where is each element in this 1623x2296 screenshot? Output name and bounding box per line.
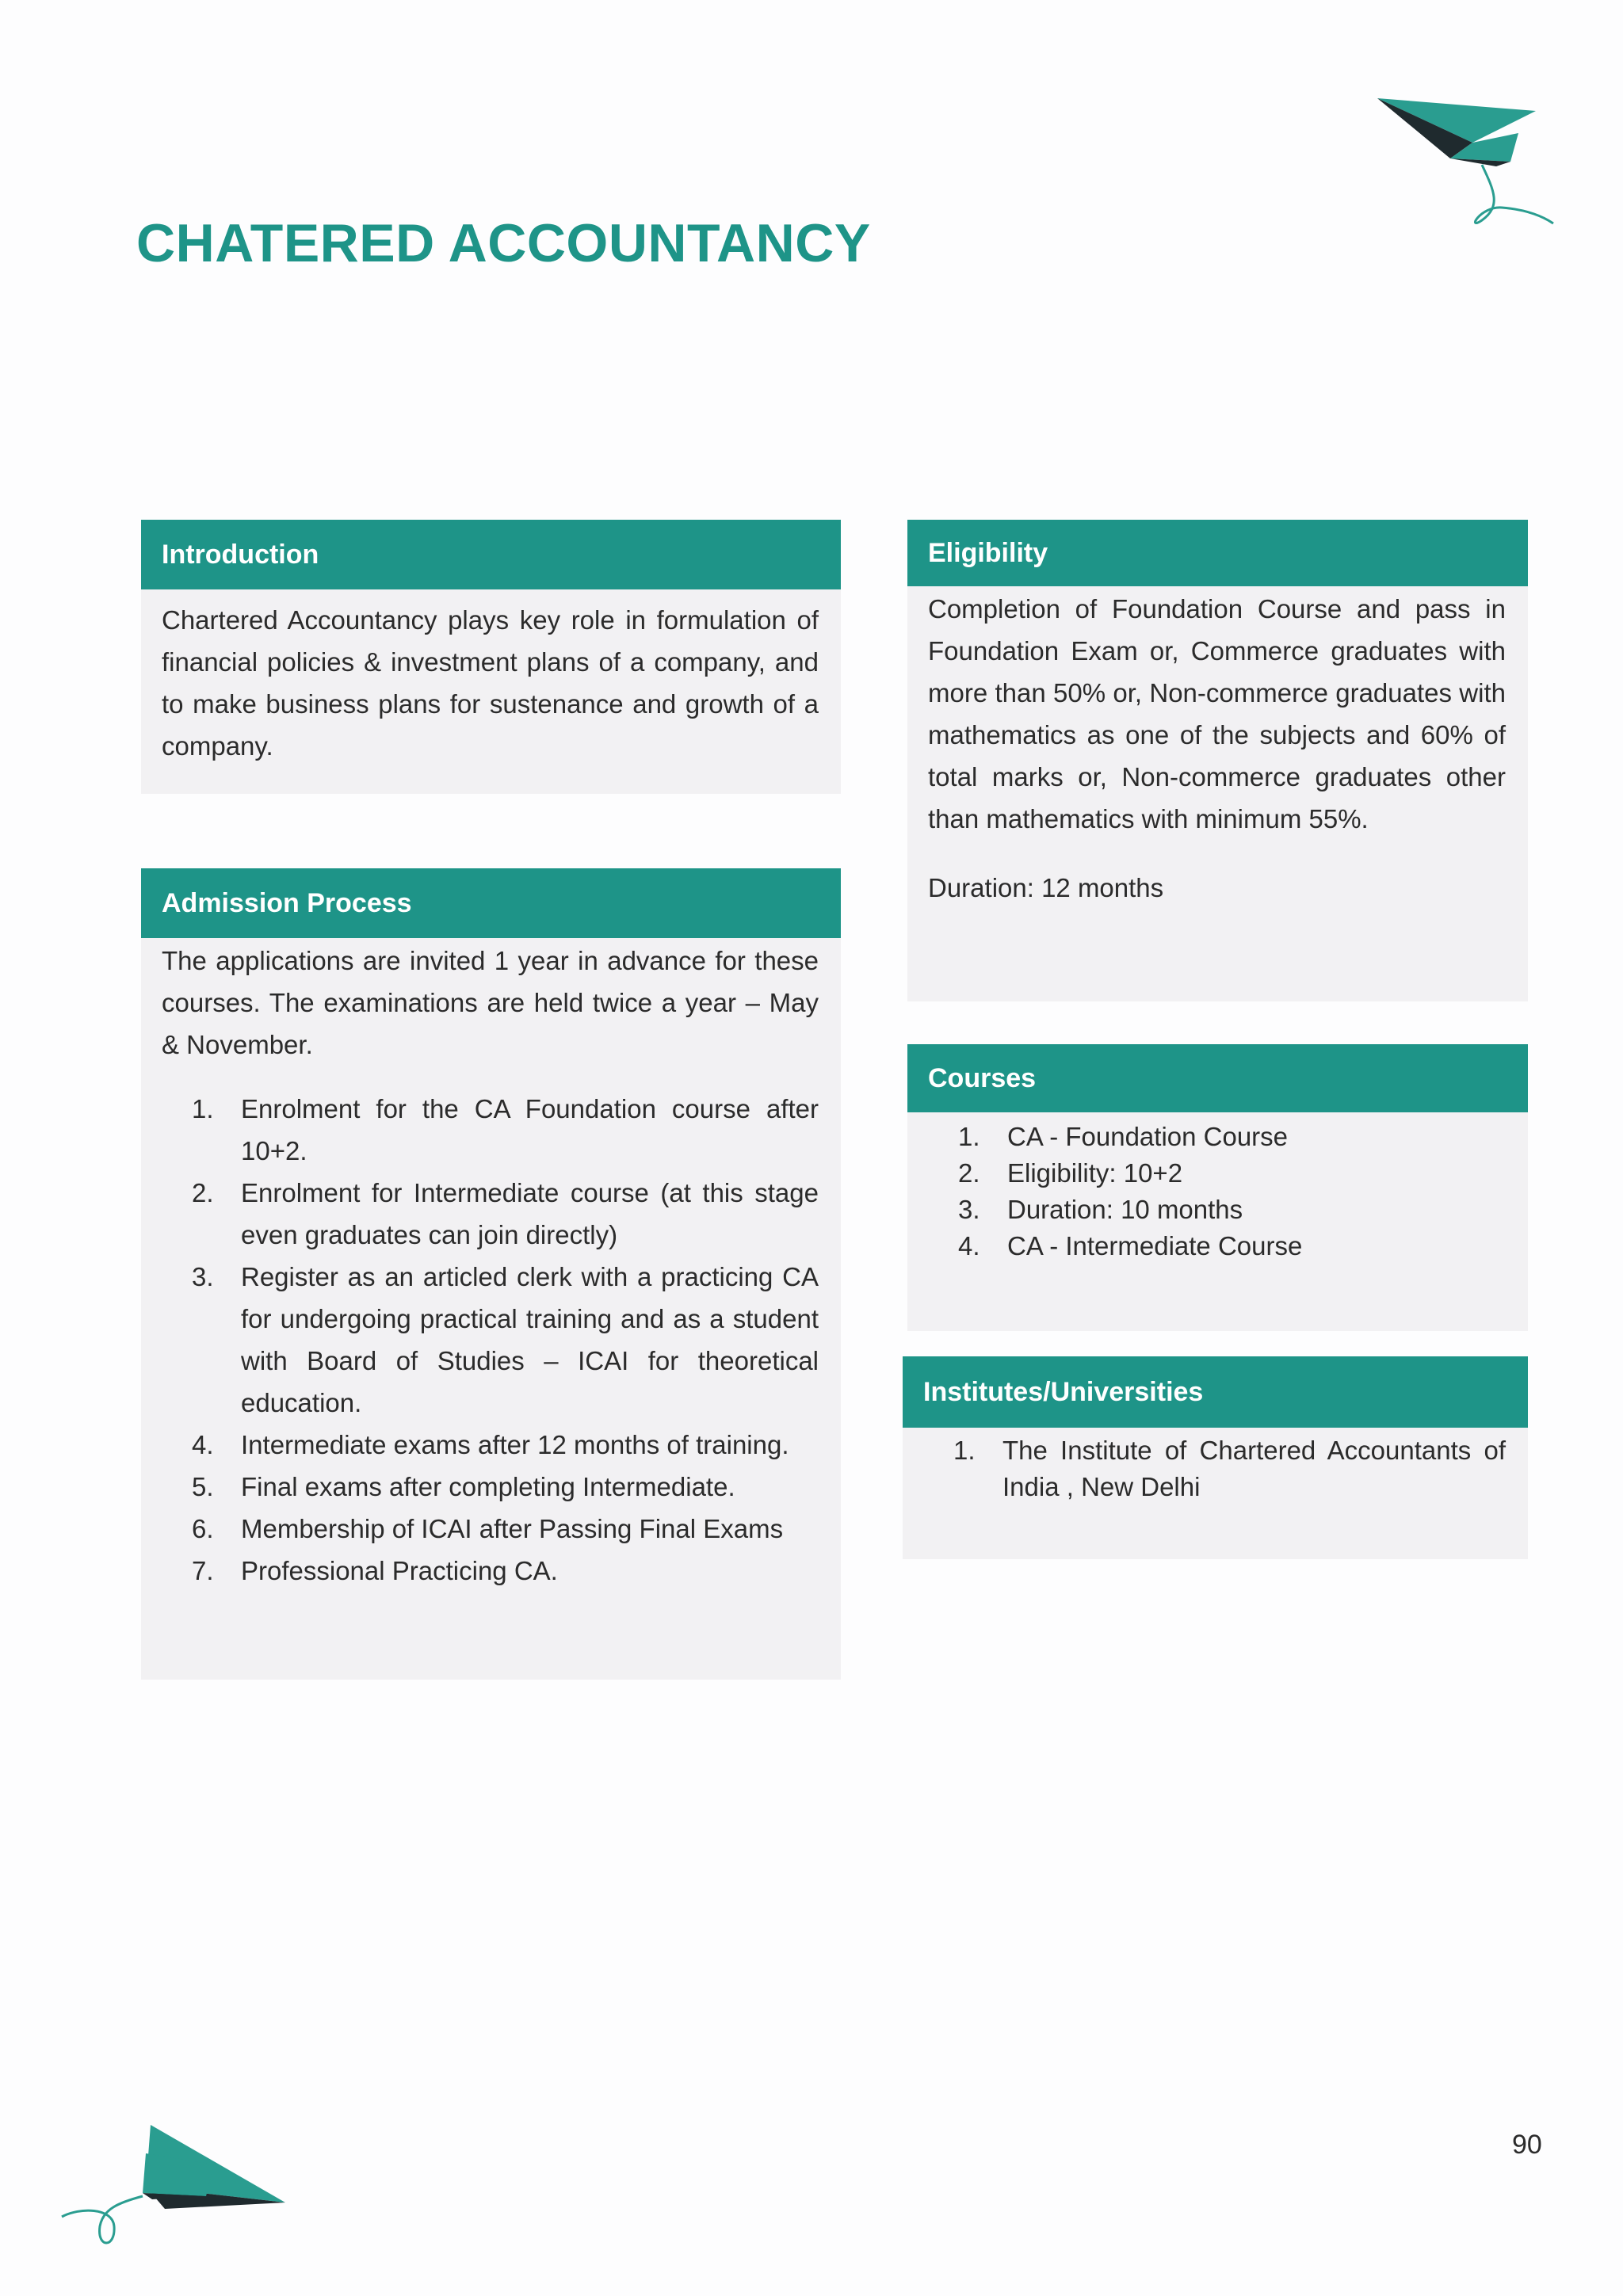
list-item: 1. Enrolment for the CA Foundation course after 10+2. xyxy=(192,1094,819,1165)
list-item: 4. Intermediate exams after 12 months of training. xyxy=(192,1430,789,1459)
institutes-box xyxy=(903,1356,1528,1559)
paper-plane-icon xyxy=(48,2107,301,2266)
admission-steps xyxy=(162,1088,819,1592)
eligibility-body xyxy=(907,586,1528,909)
institutes-body xyxy=(903,1428,1528,1505)
list-item: 4. CA - Intermediate Course xyxy=(958,1231,1303,1261)
institutes-list xyxy=(923,1432,1506,1505)
paper-plane-icon xyxy=(1363,87,1569,238)
admission-box xyxy=(141,868,841,1680)
courses-list xyxy=(928,1119,1506,1264)
eligibility-duration: Duration: 12 months xyxy=(928,873,1164,902)
list-item: 1. The Institute of Chartered Accountants of India , New Delhi xyxy=(953,1436,1506,1501)
admission-heading: Admission Process xyxy=(141,868,841,938)
introduction-heading: Introduction xyxy=(141,520,841,589)
institutes-heading: Institutes/Universities xyxy=(903,1356,1528,1428)
introduction-body xyxy=(141,589,841,767)
eligibility-text: Completion of Foundation Course and pass in Foundation Exam or, Commerce graduates with more than 50% or, Non-commerce graduates with mathematics as one of the subjects and 60% of total marks or, Non-commerce graduates other than mathematics with minimum 55%. xyxy=(928,594,1506,833)
admission-body xyxy=(141,938,841,1592)
introduction-text: Chartered Accountancy plays key role in formulation of financial policies & investment plans of a company, and to make business plans for sustenance and growth of a company. xyxy=(162,605,819,761)
eligibility-box xyxy=(907,520,1528,1001)
list-item: 3. Register as an articled clerk with a practicing CA for undergoing practical training and as a student with Board of Studies – ICAI for theoretical education. xyxy=(192,1262,819,1417)
courses-box xyxy=(907,1044,1528,1331)
list-item: 7. Professional Practicing CA. xyxy=(192,1556,558,1585)
list-item: 3. Duration: 10 months xyxy=(958,1195,1243,1224)
list-item: 2. Enrolment for Intermediate course (at this stage even graduates can join directly) xyxy=(192,1178,819,1249)
list-item: 1. CA - Foundation Course xyxy=(958,1122,1289,1151)
list-item: 5. Final exams after completing Intermediate. xyxy=(192,1472,735,1501)
courses-body xyxy=(907,1112,1528,1264)
admission-text: The applications are invited 1 year in advance for these courses. The examinations are held twice a year – May & November. xyxy=(162,946,819,1059)
courses-heading: Courses xyxy=(907,1044,1528,1112)
list-item: 6. Membership of ICAI after Passing Final Exams xyxy=(192,1514,784,1543)
eligibility-heading: Eligibility xyxy=(907,520,1528,586)
page-number: 90 xyxy=(1512,2130,1542,2160)
page-title: CHATERED ACCOUNTANCY xyxy=(136,213,871,273)
list-item: 2. Eligibility: 10+2 xyxy=(958,1158,1183,1188)
introduction-box xyxy=(141,520,841,794)
